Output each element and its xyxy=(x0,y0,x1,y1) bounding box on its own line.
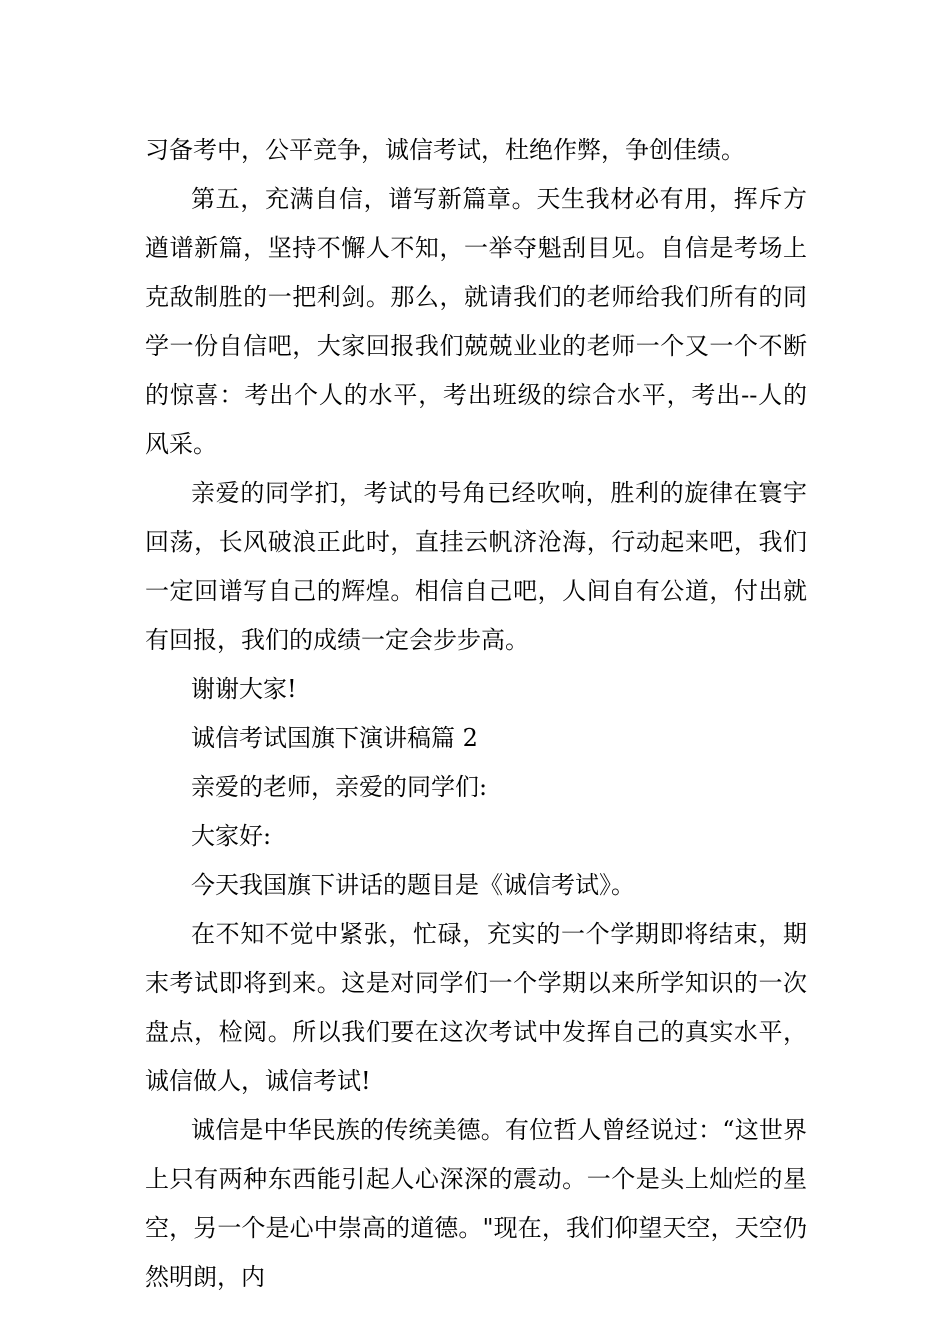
paragraph-integrity-virtue: 诚信是中华民族的传统美德。有位哲人曾经说过：“这世界上只有两种东西能引起人心深深的震动。一个是头上灿烂的星空，另一个是心中崇高的道德。"现在，我们仰望天空，天空仍然明朗，内 xyxy=(145,1116,807,1291)
speech-title: 诚信考试国旗下演讲稿篇 2 xyxy=(191,724,478,752)
paragraph-semester-end: 在不知不觉中紧张，忙碌，充实的一个学期即将结束，期末考试即将到来。这是对同学们一个学期以来所学知识的一次盘点，检阅。所以我们要在这次考试中发挥自己的真实水平，诚信做人，诚信考试! xyxy=(145,920,807,1095)
paragraph-thanks: 谢谢大家! xyxy=(191,675,297,703)
paragraph-continuation: 习备考中，公平竞争，诚信考试，杜绝作弊，争创佳绩。 xyxy=(145,136,745,164)
paragraph-fifth-point: 第五，充满自信，谱写新篇章。天生我材必有用，挥斥方遒谱新篇，坚持不懈人不知，一举夺魁刮目见。自信是考场上克敌制胜的一把利剑。那么，就请我们的老师给我们所有的同学一份自信吧，大家回报我们兢兢业业的老师一个又一个不断的惊喜：考出个人的水平，考出班级的综合水平，考出--人的风采。 xyxy=(145,185,807,458)
greeting: 大家好: xyxy=(191,822,272,850)
salutation: 亲爱的老师，亲爱的同学们: xyxy=(191,773,488,801)
document-body xyxy=(145,126,807,1302)
paragraph-closing-call: 亲爱的同学扪，考试的号角已经吹响，胜利的旋律在寰宇回荡，长风破浪正此时，直挂云帆济沧海，行动起来吧，我们一定回谱写自己的辉煌。相信自己吧，人间自有公道，付出就有回报，我们的成绩一定会步步高。 xyxy=(145,479,807,654)
paragraph-topic: 今天我国旗下讲话的题目是《诚信考试》。 xyxy=(191,871,635,899)
